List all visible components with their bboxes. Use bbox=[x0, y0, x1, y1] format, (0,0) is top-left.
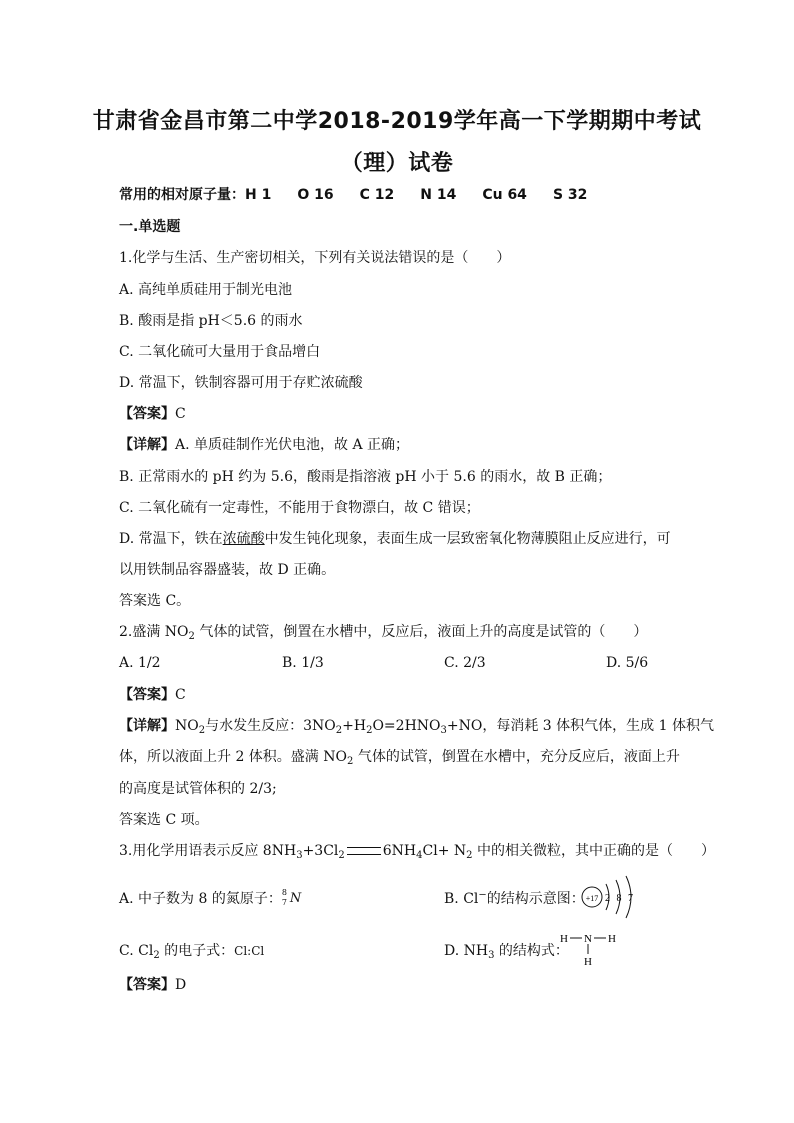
atomic-mass-s: S 32 bbox=[552, 187, 588, 203]
subscript: 2 bbox=[347, 756, 354, 767]
question-3-option-c bbox=[119, 940, 264, 960]
shell-electron-counts: 2 8 7 bbox=[605, 893, 635, 904]
explanation-text: A. 单质硅制作光伏电池，故 A 正确； bbox=[175, 437, 410, 453]
subscript: 2 bbox=[366, 725, 373, 736]
answer-tag: 【答案】 bbox=[119, 977, 175, 993]
option-text: C. Cl bbox=[119, 943, 154, 959]
atomic-mass-c: C 12 bbox=[359, 187, 395, 203]
option-text: B. Cl bbox=[444, 891, 479, 907]
superscript: − bbox=[478, 889, 487, 901]
question-1-explanation-4 bbox=[119, 530, 671, 548]
subscript: 2 bbox=[335, 725, 343, 736]
explanation-text: 气体的试管，倒置在水槽中，充分反应后，液面上升 bbox=[353, 749, 680, 765]
exam-subtitle: （理）试卷 bbox=[340, 151, 454, 176]
question-1-explanation-1 bbox=[119, 436, 409, 454]
answer-tag: 【答案】 bbox=[119, 687, 175, 703]
question-3-option-a bbox=[119, 888, 304, 908]
question-2-option-a: A. 1/2 bbox=[119, 655, 161, 671]
explanation-text: +NO，每消耗 3 体积气体，生成 1 体积气 bbox=[446, 718, 714, 734]
question-1-answer bbox=[119, 405, 186, 423]
explanation-text: +H bbox=[342, 718, 367, 734]
answer-value: C bbox=[175, 406, 186, 422]
option-text: 的结构式： bbox=[494, 943, 569, 959]
hydrogen-left: H bbox=[560, 933, 568, 945]
question-2-option-b: B. 1/3 bbox=[282, 655, 324, 671]
atomic-number: 7 bbox=[281, 898, 287, 907]
exam-title: 甘肃省金昌市第二中学2018-2019学年高一下学期期中考试 bbox=[92, 109, 702, 134]
stem-text: 2.盛满 NO bbox=[119, 624, 189, 640]
atomic-mass-o: O 16 bbox=[297, 187, 334, 203]
stem-text: 3.用化学用语表示反应 8NH bbox=[119, 843, 297, 859]
atomic-mass-line bbox=[119, 186, 613, 204]
question-2-option-d: D. 5/6 bbox=[606, 655, 649, 671]
question-3-option-d bbox=[444, 940, 569, 960]
subscript: 3 bbox=[440, 725, 447, 736]
atomic-mass-label: 常用的相对原子量： bbox=[119, 187, 245, 203]
question-1-explanation-5: 以用铁制品容器盛装，故 D 正确。 bbox=[119, 562, 336, 578]
underlined-term: 浓硫酸 bbox=[222, 531, 265, 547]
answer-tag: 【答案】 bbox=[119, 406, 175, 422]
section-heading: 一.单选题 bbox=[119, 219, 181, 235]
nucleus-charge: +17 bbox=[585, 894, 599, 903]
stem-text: Cl+ N bbox=[422, 843, 467, 859]
explanation-text: 与水发生反应：3NO bbox=[205, 718, 336, 734]
question-3-answer bbox=[119, 976, 186, 994]
stem-text: 6NH bbox=[382, 843, 417, 859]
subscript: 3 bbox=[296, 850, 303, 861]
explanation-text: O=2HNO bbox=[372, 718, 441, 734]
nitrogen-nuclide-symbol bbox=[282, 890, 304, 908]
question-1-explanation-3: C. 二氧化硫有一定毒性，不能用于食物漂白，故 C 错误； bbox=[119, 500, 480, 516]
explanation-text: D. 常温下，铁在 bbox=[119, 531, 223, 547]
atomic-mass-cu: Cu 64 bbox=[482, 187, 527, 203]
atomic-mass-n: N 14 bbox=[420, 187, 457, 203]
mass-number: 8 bbox=[281, 888, 287, 897]
equals-arrow bbox=[347, 847, 381, 855]
subscript: 2 bbox=[338, 850, 345, 861]
subscript: 2 bbox=[466, 850, 473, 861]
question-1-option-b: B. 酸雨是指 pH＜5.6 的雨水 bbox=[119, 313, 303, 329]
hydrogen-right: H bbox=[608, 933, 616, 945]
question-1-option-d: D. 常温下，铁制容器可用于存贮浓硫酸 bbox=[119, 375, 363, 391]
question-1-explanation-2: B. 正常雨水的 pH 约为 5.6，酸雨是指溶液 pH 小于 5.6 的雨水，故 B 正确； bbox=[119, 469, 612, 485]
option-text: 的电子式： bbox=[159, 943, 235, 959]
stem-text: +3Cl bbox=[302, 843, 339, 859]
stem-text: 气体的试管，倒置在水槽中，反应后，液面上升的高度是试管的（ ） bbox=[194, 624, 648, 640]
answer-value: C bbox=[175, 687, 186, 703]
question-3-stem bbox=[119, 842, 715, 860]
nitrogen-center: N bbox=[584, 933, 592, 945]
explanation-text: 中发生钝化现象，表面生成一层致密氧化物薄膜阻止反应进行，可 bbox=[264, 531, 671, 547]
explain-tag: 【详解】 bbox=[119, 437, 175, 453]
explain-tag: 【详解】 bbox=[119, 718, 175, 734]
explanation-text: 体，所以液面上升 2 体积。盛满 NO bbox=[119, 749, 347, 765]
option-text: A. 中子数为 8 的氮原子： bbox=[119, 891, 282, 907]
question-2-explanation-3: 的高度是试管体积的 2/3; bbox=[119, 781, 277, 797]
question-2-option-c: C. 2/3 bbox=[444, 655, 486, 671]
question-3-option-b bbox=[444, 888, 585, 908]
subscript: 2 bbox=[188, 631, 195, 642]
element-symbol: N bbox=[289, 891, 302, 906]
question-1-option-c: C. 二氧化硫可大量用于食品增白 bbox=[119, 344, 321, 360]
subscript: 2 bbox=[153, 950, 160, 961]
question-1-option-a: A. 高纯单质硅用于制光电池 bbox=[119, 282, 293, 298]
question-2-stem bbox=[119, 623, 647, 641]
hydrogen-bottom: H bbox=[584, 956, 592, 968]
option-text: D. NH bbox=[444, 943, 489, 959]
subscript: 3 bbox=[488, 950, 495, 961]
stem-text: 中的相关微粒，其中正确的是（ ） bbox=[472, 843, 715, 859]
question-1-conclusion: 答案选 C。 bbox=[119, 593, 191, 609]
atomic-mass-h: H 1 bbox=[245, 187, 272, 203]
chloride-ion-structure-diagram bbox=[578, 874, 642, 920]
subscript: 4 bbox=[416, 850, 423, 861]
question-2-explanation-1 bbox=[119, 717, 714, 735]
explanation-text: NO bbox=[175, 718, 199, 734]
ammonia-structural-formula bbox=[556, 928, 620, 968]
electron-formula: Cl:Cl bbox=[234, 944, 265, 958]
question-2-explanation-2 bbox=[119, 748, 680, 766]
subscript: 2 bbox=[198, 725, 206, 736]
question-2-answer bbox=[119, 686, 186, 704]
question-1-stem: 1.化学与生活、生产密切相关，下列有关说法错误的是（ ） bbox=[119, 250, 511, 266]
question-2-conclusion: 答案选 C 项。 bbox=[119, 812, 209, 828]
option-text: 的结构示意图： bbox=[486, 891, 585, 907]
answer-value: D bbox=[175, 977, 187, 993]
